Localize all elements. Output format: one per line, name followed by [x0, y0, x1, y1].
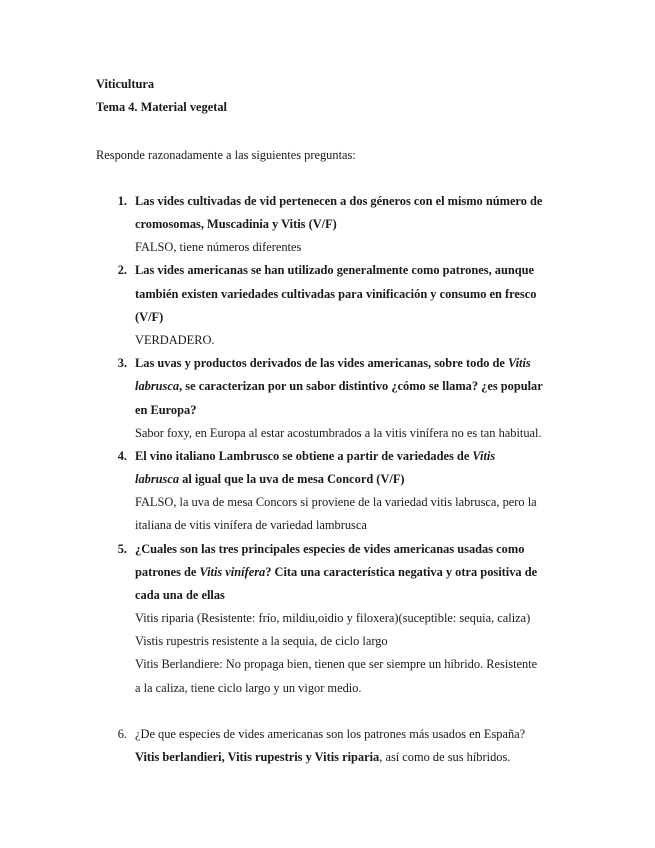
question-text-part: El vino italiano Lambrusco se obtiene a partir de variedades de — [135, 449, 473, 463]
question-text — [135, 471, 405, 487]
question-text: ¿Cuales son las tres principales especies de vides americanas usadas como — [135, 542, 525, 556]
question-text — [135, 564, 537, 580]
question-text-part: ? Cita una característica negativa y otra positiva de — [265, 565, 538, 579]
question-text — [135, 355, 531, 371]
species-name: Vitis — [472, 449, 496, 463]
question-text — [135, 378, 543, 394]
species-name: labrusca — [135, 472, 180, 486]
question-text: Las vides americanas se han utilizado generalmente como patrones, aunque — [135, 263, 535, 277]
answer-text: FALSO, tiene números diferentes — [135, 240, 302, 254]
question-number: 1. — [117, 194, 127, 208]
answer-text: a la caliza, tiene ciclo largo y un vigor medio. — [135, 681, 362, 695]
species-name: Vitis vinífera — [199, 565, 266, 579]
answer-text: italiana de vitis vinífera de variedad lambrusca — [135, 518, 367, 532]
question-number: 3. — [117, 356, 127, 370]
answer-text: FALSO, la uva de mesa Concors si proviene de la variedad vitis labrusca, pero la — [135, 495, 537, 509]
question-text-part: patrones de — [135, 565, 200, 579]
question-text: cada una de ellas — [135, 588, 225, 602]
answer-text: Vitis Berlandiere: No propaga bien, tienen que ser siempre un híbrido. Resistente — [135, 657, 538, 671]
question-text: en Europa? — [135, 403, 197, 417]
species-name: labrusca — [135, 379, 180, 393]
answer-text-part: , así como de sus híbridos. — [379, 750, 511, 764]
question-text: (V/F) — [135, 310, 164, 324]
question-text-part: al igual que la uva de mesa Concord (V/F) — [179, 472, 405, 486]
answer-text: Sabor foxy, en Europa al estar acostumbrados a la vitis vinífera no es tan habitual. — [135, 426, 542, 440]
question-text: Las vides cultivadas de vid pertenecen a dos géneros con el mismo número de — [135, 194, 543, 208]
question-number: 5. — [117, 542, 127, 556]
question-number: 6. — [117, 727, 127, 741]
question-text — [135, 448, 495, 464]
question-text-part: , se caracterizan por un sabor distintivo ¿cómo se llama? ¿es popular — [179, 379, 543, 393]
question-text: también existen variedades cultivadas para vinificación y consumo en fresco — [135, 287, 537, 301]
question-text: cromosomas, Muscadinia y Vitis (V/F) — [135, 217, 337, 231]
answer-text: Vistis rupestris resistente a la sequia, de ciclo largo — [135, 634, 388, 648]
question-text: ¿De que especies de vides americanas son los patrones más usados en España? — [135, 727, 526, 741]
answer-text — [135, 749, 510, 765]
question-number: 4. — [117, 449, 127, 463]
instructions-text: Responde razonadamente a las siguientes preguntas: — [96, 148, 356, 162]
topic-title: Tema 4. Material vegetal — [96, 100, 227, 114]
subject-title: Viticultura — [96, 77, 155, 91]
question-number: 2. — [117, 263, 127, 277]
answer-text: VERDADERO. — [135, 333, 215, 347]
answer-text: Vitis riparia (Resistente: frío, mildiu,oidio y filoxera)(suceptible: sequia, caliza) — [135, 611, 531, 625]
species-list: Vitis berlandieri, Vitis rupestris y Vitis riparia — [135, 750, 380, 764]
species-name: Vitis — [508, 356, 531, 370]
question-text-part: Las uvas y productos derivados de las vides americanas, sobre todo de — [135, 356, 509, 370]
